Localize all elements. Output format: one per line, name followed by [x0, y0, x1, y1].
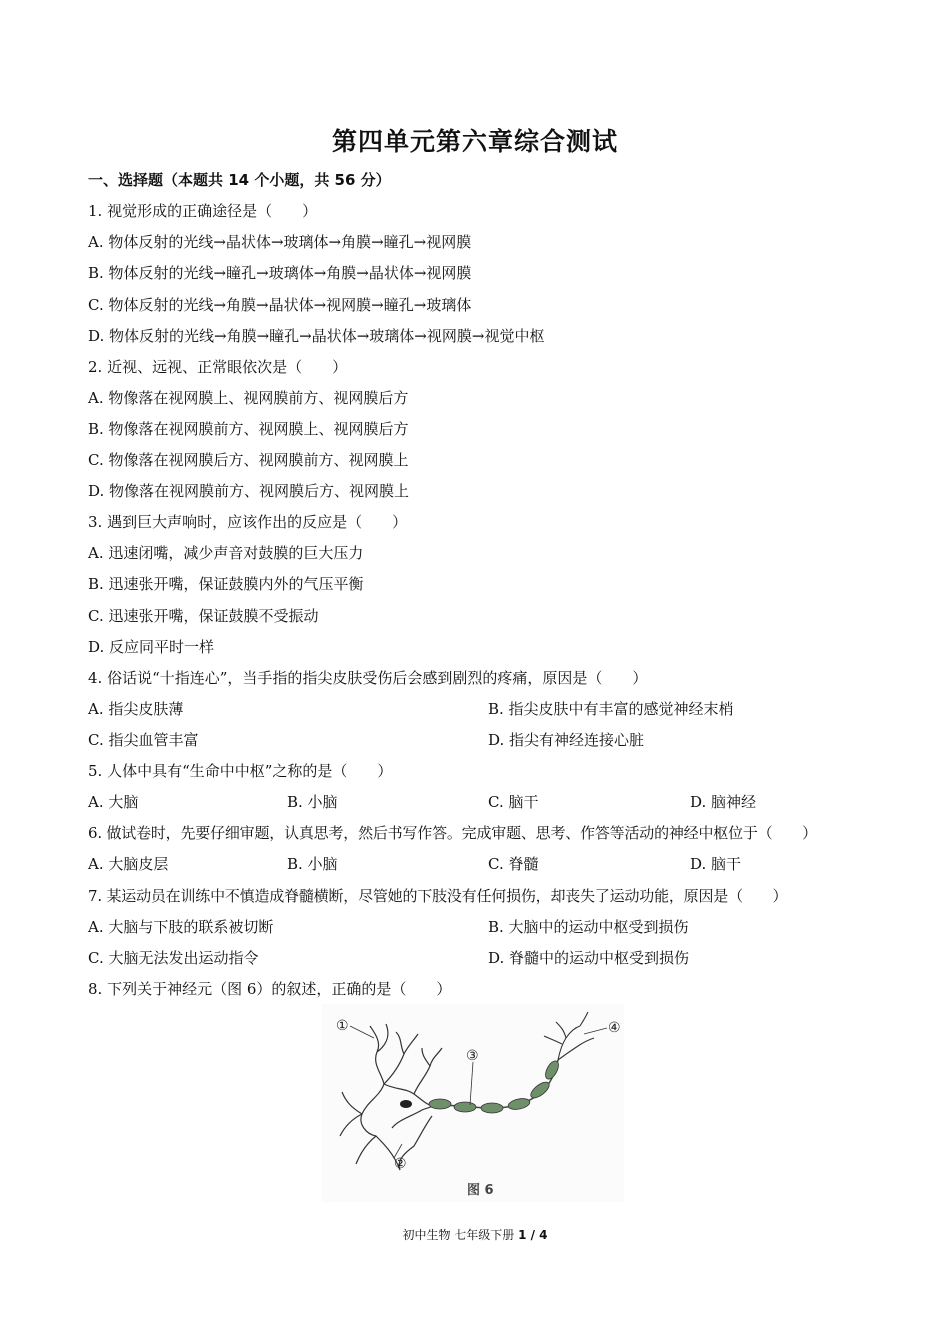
question-3-option-d: D. 反应同平时一样: [88, 638, 215, 656]
question-1-option-c: C. 物体反射的光线→角膜→晶状体→视网膜→瞳孔→玻璃体: [88, 296, 472, 314]
question-2-option-a: A. 物像落在视网膜上、视网膜前方、视网膜后方: [88, 389, 409, 407]
question-3-stem: 3. 遇到巨大声响时，应该作出的反应是（ ）: [88, 513, 408, 531]
question-1-option-b: B. 物体反射的光线→瞳孔→玻璃体→角膜→晶状体→视网膜: [88, 264, 472, 282]
question-1-stem: 1. 视觉形成的正确途径是（ ）: [88, 202, 318, 220]
neuron-label-2: ②: [394, 1156, 407, 1172]
question-1-option-d: D. 物体反射的光线→角膜→瞳孔→晶状体→玻璃体→视网膜→视觉中枢: [88, 327, 545, 345]
question-2-option-c: C. 物像落在视网膜后方、视网膜前方、视网膜上: [88, 451, 409, 469]
question-7-option-c: C. 大脑无法发出运动指令: [88, 949, 259, 967]
question-7-option-a: A. 大脑与下肢的联系被切断: [88, 918, 274, 936]
question-4-option-b: B. 指尖皮肤中有丰富的感觉神经末梢: [488, 700, 734, 718]
question-7-stem: 7. 某运动员在训练中不慎造成脊髓横断，尽管她的下肢没有任何损伤，却丧失了运动功能，原因是（ ）: [88, 887, 788, 905]
neuron-label-3: ③: [466, 1048, 479, 1064]
page-footer: [0, 1226, 950, 1243]
section-heading: 一、选择题（本题共 14 个小题，共 56 分）: [88, 171, 391, 189]
figure-caption: 图 6: [467, 1183, 494, 1198]
question-4-option-d: D. 指尖有神经连接心脏: [488, 731, 645, 749]
neuron-label-1: ①: [336, 1018, 349, 1034]
page-title: 第四单元第六章综合测试: [331, 127, 618, 156]
question-5-stem: 5. 人体中具有“生命中中枢”之称的是（ ）: [88, 762, 393, 780]
page-number: 1 / 4: [518, 1228, 548, 1242]
question-7-option-d: D. 脊髓中的运动中枢受到损伤: [488, 949, 690, 967]
question-3-option-b: B. 迅速张开嘴，保证鼓膜内外的气压平衡: [88, 575, 364, 593]
question-2-option-b: B. 物像落在视网膜前方、视网膜上、视网膜后方: [88, 420, 409, 438]
question-3-option-c: C. 迅速张开嘴，保证鼓膜不受振动: [88, 607, 319, 625]
neuron-figure: [322, 1004, 624, 1202]
question-5-option-a: A. 大脑: [88, 793, 139, 811]
question-6-option-d: D. 脑干: [690, 855, 742, 873]
question-5-option-b: B. 小脑: [287, 793, 338, 811]
question-8-stem: 8. 下列关于神经元（图 6）的叙述，正确的是（ ）: [88, 980, 452, 998]
question-6-option-b: B. 小脑: [287, 855, 338, 873]
question-2-stem: 2. 近视、远视、正常眼依次是（ ）: [88, 358, 348, 376]
footer-text: 初中生物 七年级下册: [402, 1228, 519, 1242]
nucleus: [400, 1100, 412, 1108]
question-3-option-a: A. 迅速闭嘴，减少声音对鼓膜的巨大压力: [88, 544, 364, 562]
question-1-option-a: A. 物体反射的光线→晶状体→玻璃体→角膜→瞳孔→视网膜: [88, 233, 472, 251]
question-4-option-c: C. 指尖血管丰富: [88, 731, 199, 749]
question-6-option-c: C. 脊髓: [488, 855, 539, 873]
question-5-option-c: C. 脑干: [488, 793, 539, 811]
question-5-option-d: D. 脑神经: [690, 793, 757, 811]
question-7-option-b: B. 大脑中的运动中枢受到损伤: [488, 918, 689, 936]
question-6-option-a: A. 大脑皮层: [88, 855, 169, 873]
question-6-stem: 6. 做试卷时，先要仔细审题，认真思考，然后书写作答。完成审题、思考、作答等活动的神经中枢位于（ ）: [88, 824, 817, 842]
question-4-stem: 4. 俗话说“十指连心”，当手指的指尖皮肤受伤后会感到剧烈的疼痛，原因是（ ）: [88, 669, 648, 687]
question-4-option-a: A. 指尖皮肤薄: [88, 700, 184, 718]
neuron-label-4: ④: [608, 1020, 621, 1036]
question-2-option-d: D. 物像落在视网膜前方、视网膜后方、视网膜上: [88, 482, 410, 500]
